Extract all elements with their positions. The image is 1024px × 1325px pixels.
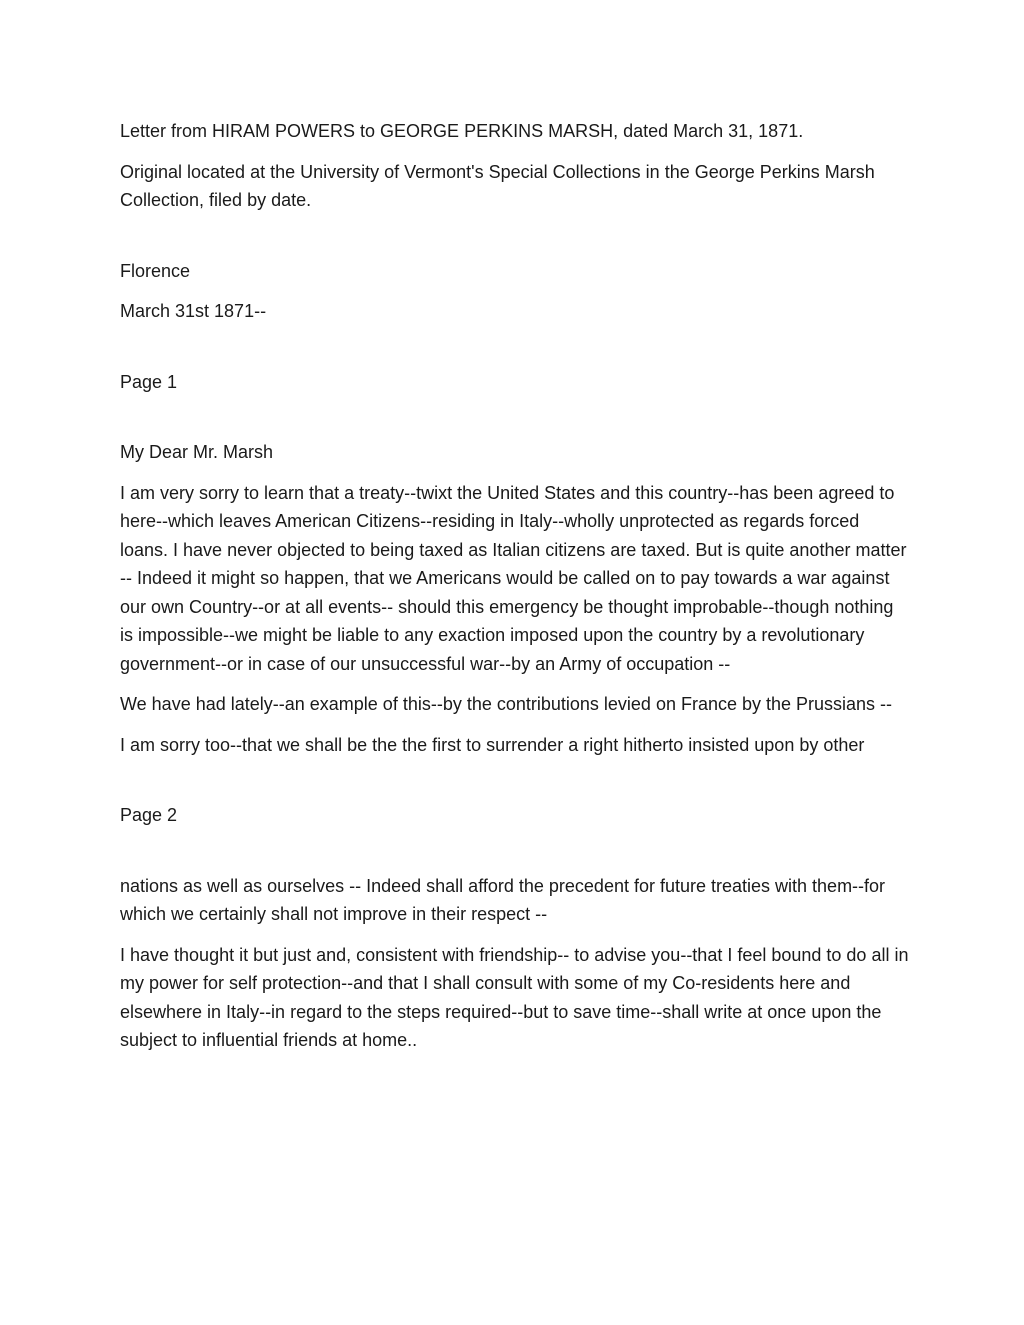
document-header: Letter from HIRAM POWERS to GEORGE PERKINS MARSH, dated March 31, 1871. xyxy=(120,121,804,141)
paragraph: We have had lately--an example of this--by the contributions levied on France by the Prussians -- xyxy=(120,694,893,714)
paragraph: I am sorry too--that we shall be the the first to surrender a right hitherto insisted upon by other xyxy=(120,734,865,755)
paragraph: I am very sorry to learn that a treaty--twixt the United States and this country--has been agreed to here--which leaves American Citizens--residing in Italy--wholly unprotected as regards forced loans. I have never objected to being taxed as Italian citizens are taxed. But is quite another matter -- Indeed it might so happen, that we Americans would be called on to pay towards a war against our own Country--or at all events-- should this emergency be thought improbable--though nothing is impossible--we might be liable to any exaction imposed upon the country by a revolutionary government--or in case of our unsuccessful war--by an Army of occupation -- xyxy=(120,482,907,674)
letter-date: March 31st 1871-- xyxy=(120,301,267,321)
salutation: My Dear Mr. Marsh xyxy=(120,442,274,462)
paragraph: nations as well as ourselves -- Indeed shall afford the precedent for future treaties with them--for which we certainly shall not improve in their respect -- xyxy=(120,875,886,924)
letter-place: Florence xyxy=(120,260,191,281)
source-note: Original located at the University of Vermont's Special Collections in the George Perkins Marsh Collection, filed by date. xyxy=(120,161,875,210)
document-page xyxy=(120,117,910,1067)
page-label-2: Page 2 xyxy=(120,805,178,825)
page-label-1: Page 1 xyxy=(120,371,178,392)
paragraph: I have thought it but just and, consistent with friendship-- to advise you--that I feel bound to do all in my power for self protection--and that I shall consult with some of my Co-residents here and elsewhere in Italy--in regard to the steps required--but to save time--shall write at once upon the subject to influential friends at home.. xyxy=(120,944,909,1050)
